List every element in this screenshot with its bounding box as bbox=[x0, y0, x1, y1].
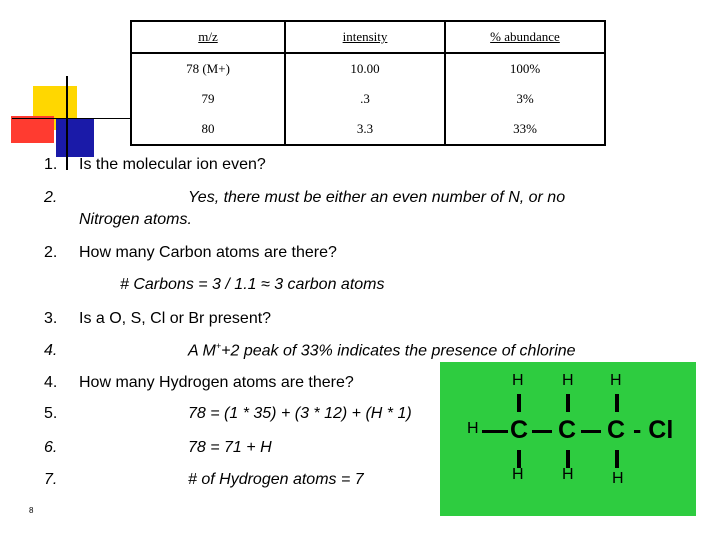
table-cell: 100% bbox=[445, 53, 605, 84]
decor-horizontal-line bbox=[12, 118, 130, 119]
carbon-atom: C bbox=[558, 416, 577, 444]
decor-blue-square bbox=[56, 119, 94, 157]
question-text: Is the molecular ion even? bbox=[79, 156, 266, 173]
structural-formula-box bbox=[440, 362, 696, 516]
carbon-atom: C bbox=[510, 416, 529, 444]
answer-text: Yes, there must be either an even number of N, or no bbox=[188, 189, 566, 206]
chlorine-substituent: - Cl bbox=[633, 416, 674, 444]
bond-line bbox=[517, 394, 521, 412]
mass-spec-table bbox=[130, 20, 606, 146]
hydrogen-atom: H bbox=[610, 372, 622, 389]
table-cell: 80 bbox=[131, 114, 285, 145]
table-cell: 3% bbox=[445, 84, 605, 114]
hydrogen-atom: H bbox=[612, 470, 624, 487]
table-row bbox=[131, 84, 605, 114]
question-text: How many Hydrogen atoms are there? bbox=[79, 374, 354, 391]
hydrogen-atom: H bbox=[512, 466, 524, 483]
bond-line bbox=[482, 430, 508, 433]
hydrogen-atom: H bbox=[512, 372, 524, 389]
table-cell: .3 bbox=[285, 84, 445, 114]
answer-text: # Carbons = 3 / 1.1 ≈ 3 carbon atoms bbox=[120, 276, 385, 293]
hydrogen-atom: H bbox=[467, 420, 479, 437]
bond-line bbox=[615, 450, 619, 468]
table-row bbox=[131, 114, 605, 145]
answer-text-post: +2 peak of 33% indicates the presence of chlorine bbox=[221, 342, 576, 360]
table-header: intensity bbox=[285, 21, 445, 53]
answer-text-pre: A M bbox=[188, 342, 216, 360]
step-number: 4. bbox=[44, 342, 58, 359]
answer-text bbox=[188, 341, 576, 360]
question-text: How many Carbon atoms are there? bbox=[79, 244, 337, 261]
page-number: 8 bbox=[29, 506, 34, 515]
table-header-row bbox=[131, 21, 605, 53]
step-number: 5. bbox=[44, 405, 58, 422]
answer-text-sup: + bbox=[215, 341, 222, 351]
answer-text-continued: Nitrogen atoms. bbox=[79, 211, 192, 228]
table-cell: 78 (M+) bbox=[131, 53, 285, 84]
bond-line bbox=[581, 430, 601, 433]
bond-line bbox=[615, 394, 619, 412]
hydrogen-atom: H bbox=[562, 372, 574, 389]
decor-vertical-line bbox=[66, 76, 68, 170]
bond-line bbox=[532, 430, 552, 433]
equation-text: 78 = 71 + H bbox=[188, 439, 272, 456]
table-cell: 33% bbox=[445, 114, 605, 145]
table-row bbox=[131, 53, 605, 84]
carbon-atom: C bbox=[607, 416, 626, 444]
table-header: % abundance bbox=[445, 21, 605, 53]
step-number: 2. bbox=[44, 189, 58, 206]
table-cell: 3.3 bbox=[285, 114, 445, 145]
equation-text: # of Hydrogen atoms = 7 bbox=[188, 471, 364, 488]
step-number: 6. bbox=[44, 439, 58, 456]
equation-text: 78 = (1 * 35) + (3 * 12) + (H * 1) bbox=[188, 405, 412, 422]
bond-line bbox=[566, 394, 570, 412]
step-number: 4. bbox=[44, 374, 58, 391]
step-number: 7. bbox=[44, 471, 58, 488]
step-number: 2. bbox=[44, 244, 58, 261]
step-number: 1. bbox=[44, 156, 58, 173]
decor-red-rectangle bbox=[11, 116, 54, 143]
table-cell: 79 bbox=[131, 84, 285, 114]
hydrogen-atom: H bbox=[562, 466, 574, 483]
table-header: m/z bbox=[131, 21, 285, 53]
table-cell: 10.00 bbox=[285, 53, 445, 84]
step-number: 3. bbox=[44, 310, 58, 327]
question-text: Is a O, S, Cl or Br present? bbox=[79, 310, 272, 327]
